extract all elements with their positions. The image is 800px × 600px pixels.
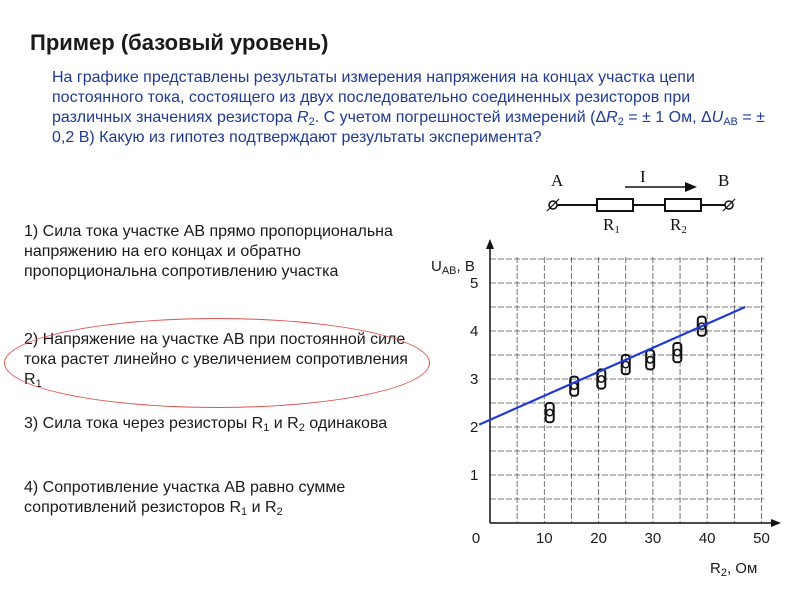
y-tick-label: 5 <box>470 275 479 292</box>
option-2-sub: 1 <box>35 378 42 390</box>
option-3-text-b: и R <box>269 415 299 432</box>
data-point <box>546 403 554 422</box>
point-marker <box>647 357 653 363</box>
intro-text-4: = ± 0,2 В) Какую из гипотез подтверждают результаты эксперимента? <box>52 109 765 146</box>
circuit-label-a: A <box>551 171 564 190</box>
option-4-sub-2: 2 <box>276 506 283 518</box>
option-3-sub-2: 2 <box>298 422 305 434</box>
option-2-text: 2) Напряжение на участке АВ при постоянной силе тока растет линейно с увеличением сопротивления R <box>24 331 408 388</box>
problem-statement <box>52 68 772 148</box>
x-tick-label: 10 <box>535 530 553 547</box>
x-axis-label: $R_2$, Ом <box>710 560 758 579</box>
x-axis <box>490 519 781 527</box>
intro-du-sub: AB <box>723 116 738 128</box>
x-tick-labels <box>472 530 770 547</box>
x-tick-label: 20 <box>590 530 607 547</box>
chart-grid <box>490 257 764 523</box>
x-tick-label: 0 <box>471 530 481 547</box>
y-tick-label: 3 <box>470 371 479 388</box>
x-axis-arrow-icon <box>771 519 781 527</box>
intro-du: U <box>711 109 724 126</box>
point-marker <box>547 409 553 415</box>
option-4-text-a: 4) Сопротивление участка АВ равно сумме сопротивлений резисторов R <box>24 479 346 516</box>
highlight-oval <box>4 318 430 408</box>
y-tick-labels <box>470 275 478 484</box>
circuit-label-b: B <box>718 171 730 190</box>
option-4-sub-1: 1 <box>241 506 248 518</box>
resistor-r2 <box>665 199 701 211</box>
current-arrow-icon <box>625 182 697 192</box>
option-3 <box>24 414 419 434</box>
resistor-r1-label: R1 <box>603 215 620 236</box>
point-marker <box>674 349 680 355</box>
intro-text-3: = ± 1 Ом, Δ <box>623 109 712 126</box>
resistor-r1 <box>597 199 633 211</box>
x-tick-label: 30 <box>644 530 662 547</box>
circuit-diagram <box>535 160 745 240</box>
y-axis-arrow-icon <box>486 239 494 249</box>
option-3-text-a: 3) Сила тока через резисторы R <box>24 415 264 432</box>
resistor-r2-label: R2 <box>670 215 687 236</box>
fit-line <box>479 307 745 425</box>
y-tick-label: 2 <box>470 419 479 436</box>
y-tick-label: 4 <box>470 323 479 340</box>
option-4 <box>24 478 419 518</box>
intro-dr: R <box>606 109 618 126</box>
point-marker <box>598 376 604 382</box>
circuit-label-current: I <box>640 167 646 186</box>
option-3-sub-1: 1 <box>263 422 270 434</box>
x-tick-label: 50 <box>753 530 770 547</box>
intro-dr-sub: 2 <box>617 116 624 128</box>
option-4-text-b: и R <box>247 499 277 516</box>
y-tick-label: 1 <box>470 467 479 484</box>
option-3-text-c: одинакова <box>304 415 388 432</box>
x-tick-label: 40 <box>698 530 716 547</box>
intro-r2-sub: 2 <box>308 116 315 128</box>
intro-r2: R <box>297 109 309 126</box>
y-axis <box>486 239 494 523</box>
intro-text-1: На графике представлены результаты измерения напряжения на концах участка цепи постоянного тока, состоящего из двух последовательно соединенных резисторов при различных значениях резистора <box>52 69 695 126</box>
point-marker <box>623 361 629 367</box>
option-1-text: 1) Сила тока участке АВ прямо пропорциональна напряжению на его концах и обратно пропорциональна сопротивлению участка <box>24 223 393 280</box>
page-title: Пример (базовый уровень) <box>30 30 329 55</box>
voltage-chart <box>425 235 795 590</box>
option-1 <box>24 222 419 282</box>
y-axis-label: $U_{AB}$, В <box>431 258 475 277</box>
intro-text-2: . С учетом погрешностей измерений (Δ <box>314 109 607 126</box>
